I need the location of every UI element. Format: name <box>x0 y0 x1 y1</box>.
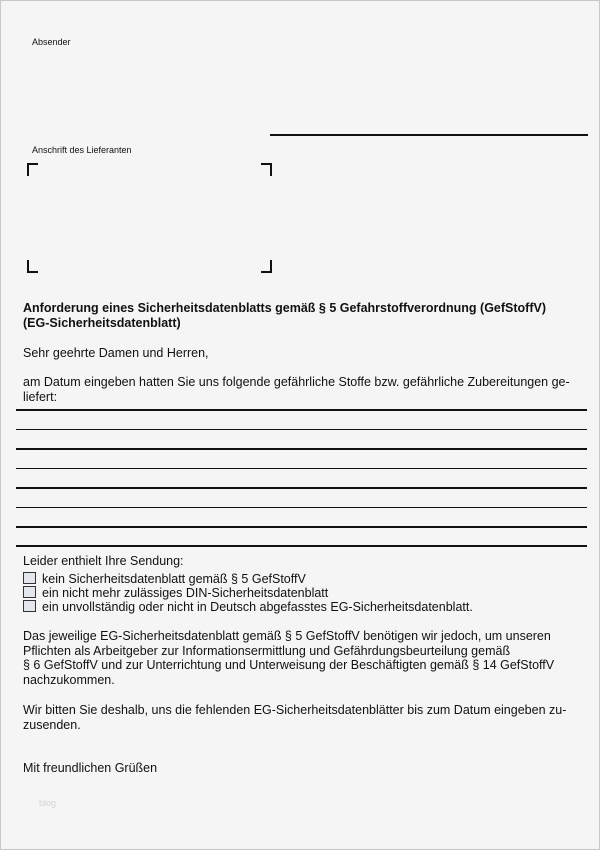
option-label: ein unvollständig oder nicht in Deutsch abgefasstes EG-Sicherheitsdatenblatt. <box>42 600 473 614</box>
shipment-heading: Leider enthielt Ihre Sendung: <box>23 554 184 568</box>
recipient-label: Anschrift des Lieferanten <box>32 145 132 155</box>
entry-line[interactable] <box>16 448 587 450</box>
checkbox[interactable] <box>23 600 36 612</box>
option-din-sds[interactable] <box>23 586 328 600</box>
entry-line[interactable] <box>16 468 587 469</box>
obligation-paragraph: Das jeweilige EG-Sicherheitsdatenblatt gemäß § 5 GefStoffV benötigen wir jedoch, um unseren Pflichten als Arbeitgeber zur Informationsermittlung und Gefährdungsbeurteilung gemäß § 6 GefStoffV und zur Unterrichtung und Unterweisung der Beschäftigten gemäß § 14 GefStoffV nachzukommen. <box>23 629 555 687</box>
entry-line[interactable] <box>16 526 587 528</box>
watermark: blog <box>39 798 57 808</box>
closing: Mit freundlichen Grüßen <box>23 761 158 775</box>
entry-line[interactable] <box>16 545 587 547</box>
checkbox[interactable] <box>23 572 36 584</box>
subject-heading: Anforderung eines Sicherheitsdatenblatts gemäß § 5 Gefahrstoffverordnung (GefStoffV) (EG-Sicherheitsdatenblatt) <box>23 301 546 330</box>
option-label: ein nicht mehr zulässiges DIN-Sicherheitsdatenblatt <box>42 586 329 600</box>
option-no-sds[interactable] <box>23 572 306 586</box>
corner-mark <box>27 260 38 273</box>
salutation: Sehr geehrte Damen und Herren, <box>23 346 209 360</box>
corner-mark <box>27 163 38 176</box>
entry-line[interactable] <box>16 409 587 411</box>
intro-paragraph: am Datum eingeben hatten Sie uns folgende gefährliche Stoffe bzw. gefährliche Zubereitungen ge- liefert: <box>23 375 570 404</box>
entry-line[interactable] <box>16 429 587 430</box>
option-incomplete-sds[interactable] <box>23 600 473 614</box>
sender-line <box>270 134 588 136</box>
entry-line[interactable] <box>16 487 587 489</box>
sender-label: Absender <box>32 37 71 47</box>
corner-mark <box>261 163 272 176</box>
checkbox[interactable] <box>23 586 36 598</box>
option-label: kein Sicherheitsdatenblatt gemäß § 5 GefStoffV <box>42 572 306 586</box>
corner-mark <box>261 260 272 273</box>
request-paragraph: Wir bitten Sie deshalb, uns die fehlenden EG-Sicherheitsdatenblätter bis zum Datum eingeben zu- zusenden. <box>23 703 567 732</box>
entry-line[interactable] <box>16 507 587 508</box>
